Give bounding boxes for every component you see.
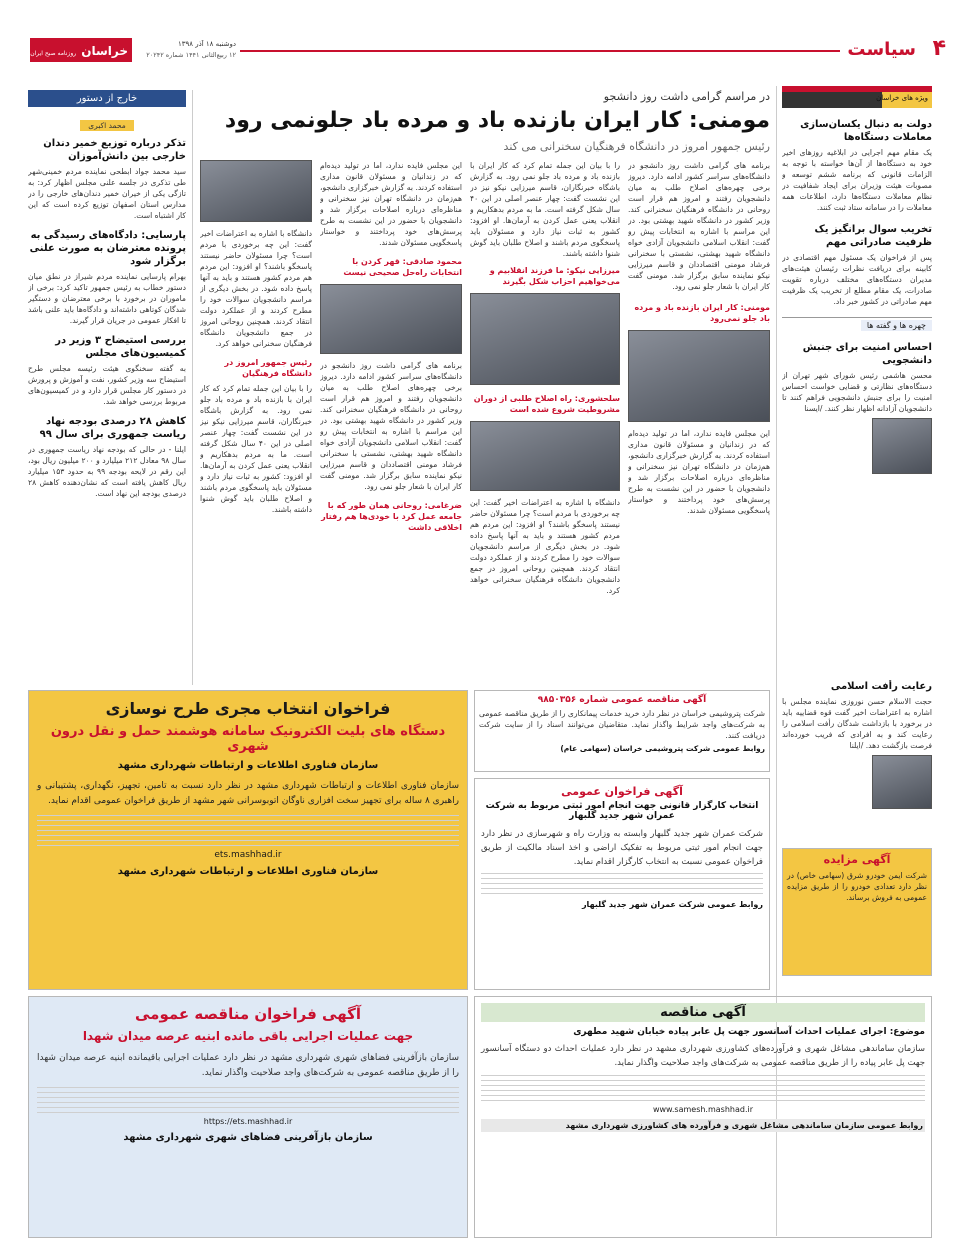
ad-title: آگهی مناقصه عمومی شماره ۹۸۵۰۳۵۶ <box>537 695 707 705</box>
author-badge: محمد اکبری <box>80 120 133 131</box>
ad-shohada-tender <box>28 996 468 1238</box>
ad-website[interactable]: www.samesh.mashhad.ir <box>652 1105 754 1114</box>
ad-ticket-tender <box>28 690 468 990</box>
ad-footer: روابط عمومی شرکت عمران شهر جدید گلبهار <box>581 900 763 909</box>
ad-body: شرکت عمران شهر جدید گلبهار وابسته به وزارت راه و شهرسازی در نظر دارد جهت انجام امور ثبتی مربوط به تفکیک اراضی و اخذ اسناد مالکیت از طریق فراخوان عمومی نسبت به انتخاب کارگزار اقدام نماید. <box>481 829 763 867</box>
left-item-text: سید محمد جواد ابطحی نماینده مردم خمینی‌شهر طی تذکری در جلسه علنی مجلس اظهار کرد: به تازگی یکی از خیران خمیر دندان‌های خارجی را در مدارس استان اصفهان توزیع کرده است که این کار اشتباه است. <box>28 167 186 220</box>
ad-footer: روابط عمومی سازمان ساماندهی مشاغل شهری و فرآورده های کشاورزی شهرداری مشهد <box>481 1119 925 1132</box>
main-col-1 <box>628 160 770 685</box>
header-rule <box>240 50 840 52</box>
main-col-2 <box>470 160 620 685</box>
ad-title: آگهی مزایده <box>823 853 891 866</box>
ad-title-2: موضوع: اجرای عملیات احداث آسانسور جهت پل عابر پیاده خیابان شهید مطهری <box>573 1027 925 1037</box>
main-col-text: دانشگاه با اشاره به اعتراضات اخیر گفت: این چه برخوردی با مردم است؟ چرا مسئولان حاضر نیستند پاسخگو باشند؟ او افزود: این مردم هم مردم کشور هستند و باید به آنها پاسخ داده شود. در بخش دیگری از مراسم دانشجویان سوالات خود را مطرح کردند و از عملکرد دولت انتقاد کردند. همچنین روحانی امروز در جمع دانشجویان دانشگاه فرهنگیان سخنرانی خواهد کرد. <box>200 229 312 348</box>
ad-text-lines <box>481 873 763 894</box>
left-item-title: تذکر درباره توزیع خمیر دندان خارجی بین دانش‌آموزان <box>43 138 186 162</box>
left-item-text: به گفته سخنگوی هیئت رئیسه مجلس طرح استیضاح سه وزیر کشور، نفت و آموزش و پرورش در دستور کار مجلس قرار دارد و در کمیسیون‌های مربوط بررسی خواهد شد. <box>28 364 186 406</box>
portrait-photo <box>320 284 462 354</box>
left-column <box>28 90 186 685</box>
portrait-photo <box>872 418 932 474</box>
left-column-label: خارج از دستور <box>28 90 186 107</box>
main-col-text: این مجلس فایده ندارد، اما در تولید دیده‌ام که در زندانیان و مسئولان قانون مداری استفاده کردند. به گزارش خبرگزاری دانشجو، هم‌زمان در دانشگاه تهران نیز سخنرانی و مناظره‌ای درباره اصلاحات برگزار شد و دانشجویان با حضور در این نشست به طرح پرسش‌های خود پرداختند و خواستار پاسخگویی مسئولان شدند. <box>320 161 462 247</box>
ad-footer: سازمان فناوری اطلاعات و ارتباطات شهرداری مشهد <box>117 866 379 877</box>
ad-title: آگهی فراخوان عمومی <box>561 785 683 798</box>
ad-text-lines <box>37 1087 459 1113</box>
right-item-title: دولت به دنبال یکسان‌سازی معاملات دستگاه‌ها <box>800 119 932 143</box>
main-subtitle: رئیس جمهور امروز در دانشگاه فرهنگیان سخنرانی می کند <box>503 140 770 153</box>
main-col-text: را با بیان این جمله تمام کرد که کار ایران با بازنده باد و مرده باد جلو نمی رود. به گزارش باشگاه خبرنگاران، قاسم میرزایی نیکو نیز در این نشست گفت: چهار عنصر اصلی در این ۴۰ سال شکل گرفته است. ما به مردم بدهکاریم و انقلاب یعنی عمل کردن به آرمان‌ها. او افزود: کشور به ثبات نیاز دارد و مسئولان باید پاسخگوی مردم باشند و اصلاح طلبان باید گوش شنوا داشته باشند. <box>200 384 312 514</box>
ad-website[interactable]: https://ets.mashhad.ir <box>203 1117 293 1126</box>
section-title: سیاست <box>847 39 916 60</box>
issue-line: ۱۲ ربیع‌الثانی ۱۴۴۱ شماره ۲۰۲۴۲ <box>146 51 236 59</box>
main-col-3 <box>320 160 462 685</box>
ad-title: فراخوان انتخاب مجری طرح نوسازی <box>105 699 391 718</box>
brand-sub: روزنامه صبح ایران <box>30 50 77 57</box>
main-col-text: این مجلس فایده ندارد، اما در تولید دیده‌ام که در زندانیان و مسئولان قانون مداری استفاده کردند. به گزارش خبرگزاری دانشجو، هم‌زمان در دانشگاه تهران نیز سخنرانی و مناظره‌ای درباره اصلاحات برگزار شد و دانشجویان با حضور در این نشست به طرح پرسش‌های خود پرداختند و خواستار پاسخگویی مسئولان شدند. <box>628 429 770 515</box>
caption: مومنی: کار ایران بازنده باد و مرده باد جلو نمی‌رود <box>634 303 770 323</box>
right-column <box>782 86 932 676</box>
page-header <box>0 0 960 70</box>
caption: رئیس جمهور امروز در دانشگاه فرهنگیان <box>224 358 312 378</box>
caption: ضرغامی: روحانی همان طور که با جامعه عمل کرد با خودی‌ها هم رفتار اخلاقی داشت <box>321 501 462 532</box>
left-item-title: کاهش ۲۸ درصدی بودجه نهاد ریاست جمهوری برای سال ۹۹ <box>39 416 186 440</box>
ad-title-2: انتخاب کارگزار قانونی جهت انجام امور ثبتی مربوط به شرکت عمران شهر جدید گلبهار <box>485 801 759 821</box>
page-number: ۴ <box>932 36 946 61</box>
ad-petrochemical <box>474 690 770 772</box>
talks-label <box>782 317 932 335</box>
left-item-title: پارسایی: دادگاه‌های رسیدگی به پرونده معترضان به صورت علنی برگزار شود <box>29 230 186 267</box>
ad-title: آگهی فراخوان مناقصه عمومی <box>135 1005 361 1023</box>
talks-label-text: چهره ها و گفته ها <box>861 320 932 331</box>
ad-body: شرکت پتروشیمی خراسان در نظر دارد خرید خدمات پیمانکاری را از طریق مناقصه عمومی به شرکت‌های واجد شرایط واگذار نماید. متقاضیان می‌توانند اسناد را از سایت شرکت دریافت کنند. <box>479 709 765 740</box>
ad-title-2: دستگاه های بلیت الکترونیک سامانه هوشمند حمل و نقل درون شهری <box>50 724 446 754</box>
ad-subtitle: سازمان فناوری اطلاعات و ارتباطات شهرداری مشهد <box>117 760 379 771</box>
ad-title: آگهی مناقصه <box>481 1003 925 1022</box>
portrait-photo <box>628 330 770 422</box>
caption: محمود صادقی: قهر کردن با انتخابات راه‌حل صحیحی نیست <box>343 257 462 277</box>
right-column-label <box>782 86 932 108</box>
main-col-text: برنامه های گرامی داشت روز دانشجو در دانشگاه‌های سراسر کشور ادامه دارد. دیروز برخی چهره‌های اصلاح طلب به میان دانشجویان رفتند و امروز هم قرار است روحانی در دانشگاه فرهنگیان سخنرانی کند. وزیر کشور در دانشگاه شهید بهشتی بود. در این مراسم با اشاره به انتخابات پیش رو گفت: انقلاب اسلامی دانشجویان آزادی خواه دانشگاه شهید بهشتی، نشستی با سخنرانی فرشاد مومنی اقتصاددان و قاسم میرزایی نیکو نماینده سابق برگزار شد. مومنی گفت کار ایران با شعار جلو نمی رود. <box>320 361 462 491</box>
talk-title: احساس امنیت برای جنبش دانشجویی <box>802 342 932 366</box>
main-col-text: دانشگاه با اشاره به اعتراضات اخیر گفت: این چه برخوردی با مردم است؟ چرا مسئولان حاضر نیستند پاسخگو باشند؟ او افزود: این مردم هم مردم کشور هستند و باید به آنها پاسخ داده شود. در بخش دیگری از مراسم دانشجویان سوالات خود را مطرح کردند و از عملکرد دولت انتقاد کردند. همچنین روحانی امروز در جمع دانشجویان دانشگاه فرهنگیان سخنرانی خواهد کرد. <box>470 498 620 595</box>
ad-text-lines <box>37 815 459 846</box>
left-item-title: بررسی استیضاح ۳ وزیر در کمیسیون‌های مجلس <box>55 335 186 359</box>
ad-body: سازمان ساماندهی مشاغل شهری و فرآورده‌های کشاورزی شهرداری مشهد در نظر دارد عملیات احداث دو دستگاه آسانسور جهت پل عابر پیاده را از طریق مناقصه عمومی به شرکت‌های واجد صلاحیت واگذار نماید. <box>481 1044 925 1068</box>
left-item-text: ایلنا - در حالی که بودجه نهاد ریاست جمهوری در سال ۹۸ معادل ۲۱۲ میلیارد و ۲۰۰ میلیون ریال بود، این رقم در لایحه بودجه ۹۹ به حدود ۱۵۳ میلیارد ریال کاهش یافته است که نشان‌دهنده کاهش ۲۸ درصدی بودجه این نهاد است. <box>28 445 186 498</box>
column-divider <box>192 90 193 685</box>
portrait-photo <box>470 293 620 385</box>
right-item-text: پس از فراخوان یک مسئول مهم اقتصادی در کابینه برای دریافت نظرات رئیسان هیئت‌های مدیران دستگاه‌های مختلف درباره تقویت صادرات، یک مقام مطلع از تخریب یک ظرفیت مهم صادراتی در کشور خبر داد. <box>782 253 932 306</box>
ad-website[interactable]: ets.mashhad.ir <box>214 850 282 860</box>
ad-auction <box>782 848 932 976</box>
right-item-title: تخریب سوال برانگیز یک ظرفیت صادراتی مهم <box>814 224 932 248</box>
brand-name: خراسان <box>81 44 128 58</box>
right-item-text: یک مقام مهم اجرایی در ابلاغیه روزهای اخیر خود به دستگاه‌ها از آن‌ها خواسته با توجه به الزامات قانونی که برنامه ششم توسعه و مصوبات هیئت وزیران برای ایجاد شفافیت در نظام معاملات دستگاه‌ها دارد، اطلاعات همه معاملات را در سامانه ستاد ثبت کنند. <box>782 148 932 212</box>
talk-text: محسن هاشمی رئیس شورای شهر تهران از دستگاه‌های نظارتی و قضایی خواست احساس امنیت را برای جنبش دانشجویی فراهم کنند تا دانشجویان آزادانه اظهار نظر کنند. /ایسنا <box>782 371 932 413</box>
caption: میرزایی نیکو: ما فرزند انقلابیم و می‌خواهیم احزاب شکل بگیرند <box>489 266 620 286</box>
ad-title-2: جهت عملیات اجرایی باقی مانده ابنیه عرصه میدان شهدا <box>82 1029 414 1043</box>
ad-elevator-tender <box>474 996 932 1238</box>
main-col-text: را با بیان این جمله تمام کرد که کار ایران با بازنده باد و مرده باد جلو نمی رود. به گزارش باشگاه خبرنگاران، قاسم میرزایی نیکو نیز در این نشست گفت: چهار عنصر اصلی در این ۴۰ سال شکل گرفته است. ما به مردم بدهکاریم و انقلاب یعنی عمل کردن به آرمان‌ها. او افزود: کشور به ثبات نیاز دارد و مسئولان باید پاسخگوی مردم باشند و اصلاح طلبان باید گوش شنوا داشته باشند. <box>470 161 620 258</box>
portrait-photo <box>470 421 620 491</box>
ad-body: شرکت ایمن خودرو شرق (سهامی خاص) در نظر دارد تعدادی خودرو را از طریق مزایده عمومی به فروش برساند. <box>787 871 927 902</box>
talk-text: حجت الاسلام حسن نوروزی نماینده مجلس با اشاره به اعتراضات اخیر گفت قوه قضاییه باید در برخورد با بازداشت شدگان رأفت اسلامی را رعایت کند و به افرادی که فریب خورده‌اند فرصت بازگشت دهد. /ایلنا <box>782 697 932 750</box>
caption: سلحشوری: راه اصلاح طلبی از دوران مشروطیت شروع شده است <box>473 394 620 414</box>
main-kicker: در مراسم گرامی داشت روز دانشجو <box>603 90 770 103</box>
ad-body: سازمان بازآفرینی فضاهای شهری شهرداری مشهد در نظر دارد عملیات اجرایی باقیمانده ابنیه عرصه میدان شهدا را از طریق مناقصه عمومی به شرکت‌های واجد صلاحیت واگذار نماید. <box>37 1053 459 1078</box>
talk-title: رعایت رأفت اسلامی <box>830 681 932 692</box>
ad-text-lines <box>481 1075 925 1101</box>
brand-box <box>30 38 132 62</box>
date-line: دوشنبه ۱۸ آذر ۱۳۹۸ <box>177 40 236 48</box>
right-talk-2 <box>782 680 932 840</box>
ad-footer: روابط عمومی شرکت پتروشیمی خراسان (سهامی عام) <box>560 744 765 753</box>
ad-golbahar <box>474 778 770 990</box>
left-item-text: بهرام پارسایی نماینده مردم شیراز در نطق میان دستور خطاب به رئیس جمهور تاکید کرد: برخی از ماموران در برخورد با برخی معترضان و دستگیر شدگان کوتاهی داشته‌اند و دادگاه‌ها باید علنی باشد تا افکار عمومی در جریان قرار گیرند. <box>28 272 186 325</box>
main-headline: مومنی: کار ایران بازنده باد و مرده باد جلونمی رود <box>224 108 770 133</box>
right-label-text: ویژه های خراسان <box>876 94 928 102</box>
portrait-photo <box>200 160 312 222</box>
main-col-4 <box>200 160 312 685</box>
main-col-text: برنامه های گرامی داشت روز دانشجو در دانشگاه‌های سراسر کشور ادامه دارد. دیروز برخی چهره‌های اصلاح طلب به میان دانشجویان رفتند و امروز هم قرار است روحانی در دانشگاه فرهنگیان سخنرانی کند. وزیر کشور در دانشگاه شهید بهشتی بود. در این مراسم با اشاره به انتخابات پیش رو گفت: انقلاب اسلامی دانشجویان آزادی خواه دانشگاه شهید بهشتی، نشستی با سخنرانی فرشاد مومنی اقتصاددان و قاسم میرزایی نیکو نماینده سابق برگزار شد. مومنی گفت کار ایران با شعار جلو نمی رود. <box>628 161 770 291</box>
ad-footer: سازمان بازآفرینی فضاهای شهری شهرداری مشهد <box>123 1132 373 1143</box>
ad-body: سازمان فناوری اطلاعات و ارتباطات شهرداری مشهد در نظر دارد نسبت به تامین، تجهیز، نگهداری، پشتیبانی و راهبری ۸ ساله برای تجهیز سخت افزاری ناوگان اتوبوسرانی شهر مشهد از طریق فراخوان عمومی اقدام نماید. <box>37 781 459 806</box>
portrait-photo <box>872 755 932 809</box>
